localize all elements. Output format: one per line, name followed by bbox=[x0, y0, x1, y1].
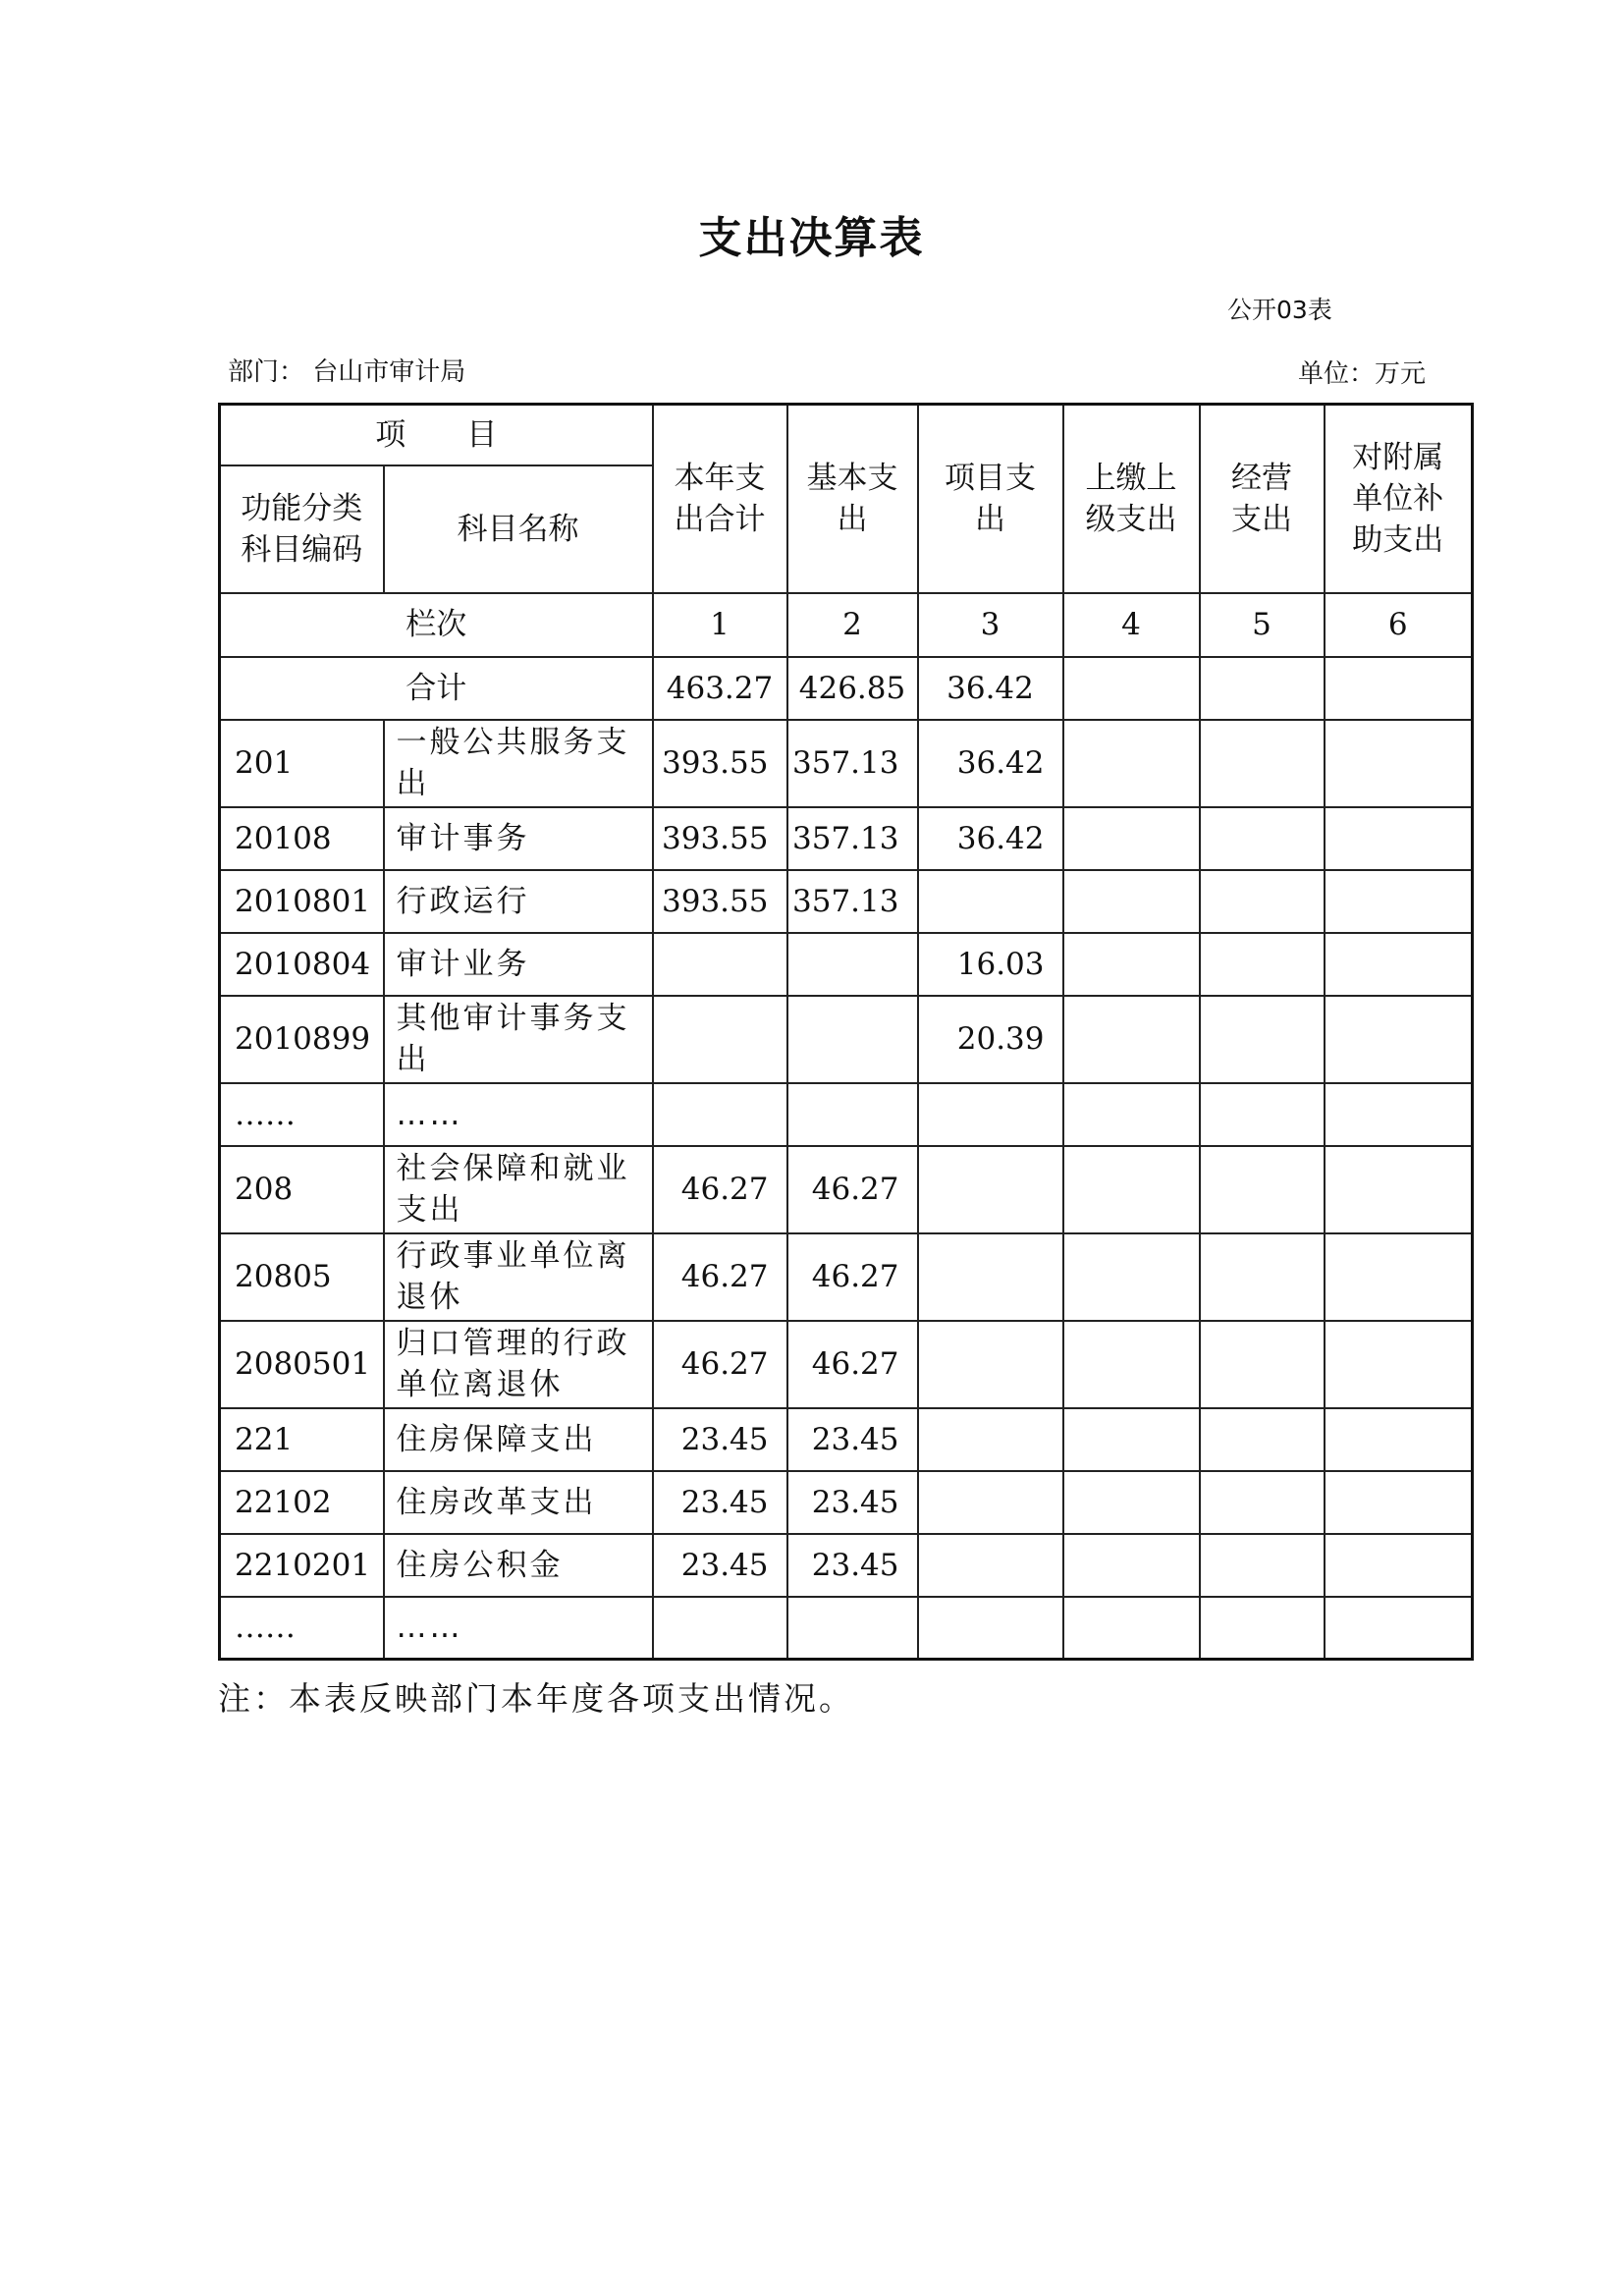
row-code: 2010801 bbox=[220, 870, 384, 933]
index-1: 1 bbox=[653, 593, 787, 657]
row-col6 bbox=[1325, 1408, 1473, 1471]
row-code: 2080501 bbox=[220, 1321, 384, 1408]
row-col6 bbox=[1325, 996, 1473, 1083]
index-5: 5 bbox=[1200, 593, 1325, 657]
page-title: 支出决算表 bbox=[698, 213, 925, 263]
header-name: 科目名称 bbox=[384, 465, 653, 593]
table-row bbox=[220, 1471, 1473, 1534]
row-col4 bbox=[1063, 870, 1200, 933]
header-col2: 基本支出 bbox=[787, 405, 918, 593]
row-project bbox=[918, 1471, 1063, 1534]
row-col4 bbox=[1063, 1534, 1200, 1597]
row-project: 16.03 bbox=[918, 933, 1063, 996]
header-col1: 本年支出合计 bbox=[653, 405, 787, 593]
row-col6 bbox=[1325, 1597, 1473, 1660]
row-total: 23.45 bbox=[653, 1408, 787, 1471]
row-col6 bbox=[1325, 1534, 1473, 1597]
table-row bbox=[220, 1597, 1473, 1660]
table-row bbox=[220, 807, 1473, 870]
row-col4 bbox=[1063, 1597, 1200, 1660]
row-name: 行政事业单位离退休 bbox=[384, 1233, 653, 1321]
total-label: 合计 bbox=[220, 657, 653, 720]
row-total: 23.45 bbox=[653, 1471, 787, 1534]
total-project: 36.42 bbox=[918, 657, 1063, 720]
row-name: …… bbox=[384, 1597, 653, 1660]
row-project bbox=[918, 870, 1063, 933]
row-project bbox=[918, 1233, 1063, 1321]
row-total bbox=[653, 933, 787, 996]
row-basic: 46.27 bbox=[787, 1233, 918, 1321]
total-basic: 426.85 bbox=[787, 657, 918, 720]
row-basic: 23.45 bbox=[787, 1408, 918, 1471]
row-basic bbox=[787, 1597, 918, 1660]
row-col4 bbox=[1063, 1146, 1200, 1233]
row-col4 bbox=[1063, 1083, 1200, 1146]
row-col4 bbox=[1063, 1321, 1200, 1408]
row-total: 393.55 bbox=[653, 720, 787, 807]
row-name: …… bbox=[384, 1083, 653, 1146]
row-code: 201 bbox=[220, 720, 384, 807]
index-2: 2 bbox=[787, 593, 918, 657]
row-code: 221 bbox=[220, 1408, 384, 1471]
row-col5 bbox=[1200, 870, 1325, 933]
row-col5 bbox=[1200, 720, 1325, 807]
row-col5 bbox=[1200, 1471, 1325, 1534]
index-6: 6 bbox=[1325, 593, 1473, 657]
row-col6 bbox=[1325, 1471, 1473, 1534]
row-basic: 357.13 bbox=[787, 720, 918, 807]
row-col4 bbox=[1063, 1233, 1200, 1321]
row-name: 其他审计事务支出 bbox=[384, 996, 653, 1083]
row-name: 住房改革支出 bbox=[384, 1471, 653, 1534]
row-project bbox=[918, 1408, 1063, 1471]
row-col5 bbox=[1200, 1146, 1325, 1233]
row-basic: 23.45 bbox=[787, 1471, 918, 1534]
row-total: 23.45 bbox=[653, 1534, 787, 1597]
total-col4 bbox=[1063, 657, 1200, 720]
total-row bbox=[220, 657, 1473, 720]
index-3: 3 bbox=[918, 593, 1063, 657]
row-col6 bbox=[1325, 720, 1473, 807]
row-total bbox=[653, 1083, 787, 1146]
row-project: 36.42 bbox=[918, 720, 1063, 807]
row-project bbox=[918, 1597, 1063, 1660]
row-total: 393.55 bbox=[653, 870, 787, 933]
expenditure-table bbox=[218, 403, 1474, 1661]
row-basic: 357.13 bbox=[787, 870, 918, 933]
row-total: 46.27 bbox=[653, 1146, 787, 1233]
row-col5 bbox=[1200, 807, 1325, 870]
row-basic: 23.45 bbox=[787, 1534, 918, 1597]
total-col6 bbox=[1325, 657, 1473, 720]
row-total bbox=[653, 996, 787, 1083]
row-basic: 46.27 bbox=[787, 1146, 918, 1233]
row-name: 归口管理的行政单位离退休 bbox=[384, 1321, 653, 1408]
row-code: 22102 bbox=[220, 1471, 384, 1534]
table-row bbox=[220, 1534, 1473, 1597]
row-project bbox=[918, 1321, 1063, 1408]
table-row bbox=[220, 996, 1473, 1083]
table-row bbox=[220, 720, 1473, 807]
row-name: 行政运行 bbox=[384, 870, 653, 933]
row-col6 bbox=[1325, 807, 1473, 870]
table-row bbox=[220, 870, 1473, 933]
form-number: 公开03表 bbox=[1227, 296, 1332, 324]
row-project: 36.42 bbox=[918, 807, 1063, 870]
index-4: 4 bbox=[1063, 593, 1200, 657]
row-code: 208 bbox=[220, 1146, 384, 1233]
table-row bbox=[220, 1233, 1473, 1321]
row-code: 2010899 bbox=[220, 996, 384, 1083]
row-name: 住房保障支出 bbox=[384, 1408, 653, 1471]
row-basic bbox=[787, 933, 918, 996]
row-col4 bbox=[1063, 1471, 1200, 1534]
row-total: 46.27 bbox=[653, 1321, 787, 1408]
row-code: …… bbox=[220, 1597, 384, 1660]
row-col4 bbox=[1063, 996, 1200, 1083]
row-project: 20.39 bbox=[918, 996, 1063, 1083]
header-col4: 上缴上级支出 bbox=[1063, 405, 1200, 593]
row-name: 住房公积金 bbox=[384, 1534, 653, 1597]
header-code: 功能分类科目编码 bbox=[220, 465, 384, 593]
row-name: 审计事务 bbox=[384, 807, 653, 870]
table-row bbox=[220, 1146, 1473, 1233]
row-col6 bbox=[1325, 1083, 1473, 1146]
row-col5 bbox=[1200, 1597, 1325, 1660]
row-code: 2210201 bbox=[220, 1534, 384, 1597]
row-total bbox=[653, 1597, 787, 1660]
index-row-label: 栏次 bbox=[220, 593, 653, 657]
department-label: 部门： 台山市审计局 bbox=[228, 357, 466, 387]
header-col3: 项目支出 bbox=[918, 405, 1063, 593]
row-total: 46.27 bbox=[653, 1233, 787, 1321]
table-note: 注：本表反映部门本年度各项支出情况。 bbox=[218, 1679, 854, 1718]
row-col6 bbox=[1325, 1321, 1473, 1408]
row-basic bbox=[787, 1083, 918, 1146]
row-col5 bbox=[1200, 1321, 1325, 1408]
row-project bbox=[918, 1083, 1063, 1146]
row-name: 一般公共服务支出 bbox=[384, 720, 653, 807]
row-col5 bbox=[1200, 1534, 1325, 1597]
row-col6 bbox=[1325, 1233, 1473, 1321]
header-col5: 经营支出 bbox=[1200, 405, 1325, 593]
row-col6 bbox=[1325, 1146, 1473, 1233]
table-row bbox=[220, 1083, 1473, 1146]
row-col4 bbox=[1063, 933, 1200, 996]
row-col5 bbox=[1200, 1408, 1325, 1471]
row-col5 bbox=[1200, 996, 1325, 1083]
header-item: 项 目 bbox=[220, 405, 653, 465]
row-code: 20805 bbox=[220, 1233, 384, 1321]
table-row bbox=[220, 1408, 1473, 1471]
row-col5 bbox=[1200, 933, 1325, 996]
row-basic: 46.27 bbox=[787, 1321, 918, 1408]
row-name: 审计业务 bbox=[384, 933, 653, 996]
row-basic: 357.13 bbox=[787, 807, 918, 870]
table-row bbox=[220, 1321, 1473, 1408]
unit-label: 单位：万元 bbox=[1298, 359, 1427, 389]
total-col5 bbox=[1200, 657, 1325, 720]
row-basic bbox=[787, 996, 918, 1083]
table-row bbox=[220, 933, 1473, 996]
row-col4 bbox=[1063, 720, 1200, 807]
row-code: …… bbox=[220, 1083, 384, 1146]
row-col5 bbox=[1200, 1233, 1325, 1321]
row-total: 393.55 bbox=[653, 807, 787, 870]
row-name: 社会保障和就业支出 bbox=[384, 1146, 653, 1233]
row-code: 20108 bbox=[220, 807, 384, 870]
header-col6: 对附属单位补助支出 bbox=[1325, 405, 1473, 593]
row-col4 bbox=[1063, 1408, 1200, 1471]
row-col6 bbox=[1325, 870, 1473, 933]
row-code: 2010804 bbox=[220, 933, 384, 996]
row-col4 bbox=[1063, 807, 1200, 870]
row-col5 bbox=[1200, 1083, 1325, 1146]
row-project bbox=[918, 1534, 1063, 1597]
total-amount: 463.27 bbox=[653, 657, 787, 720]
row-project bbox=[918, 1146, 1063, 1233]
row-col6 bbox=[1325, 933, 1473, 996]
